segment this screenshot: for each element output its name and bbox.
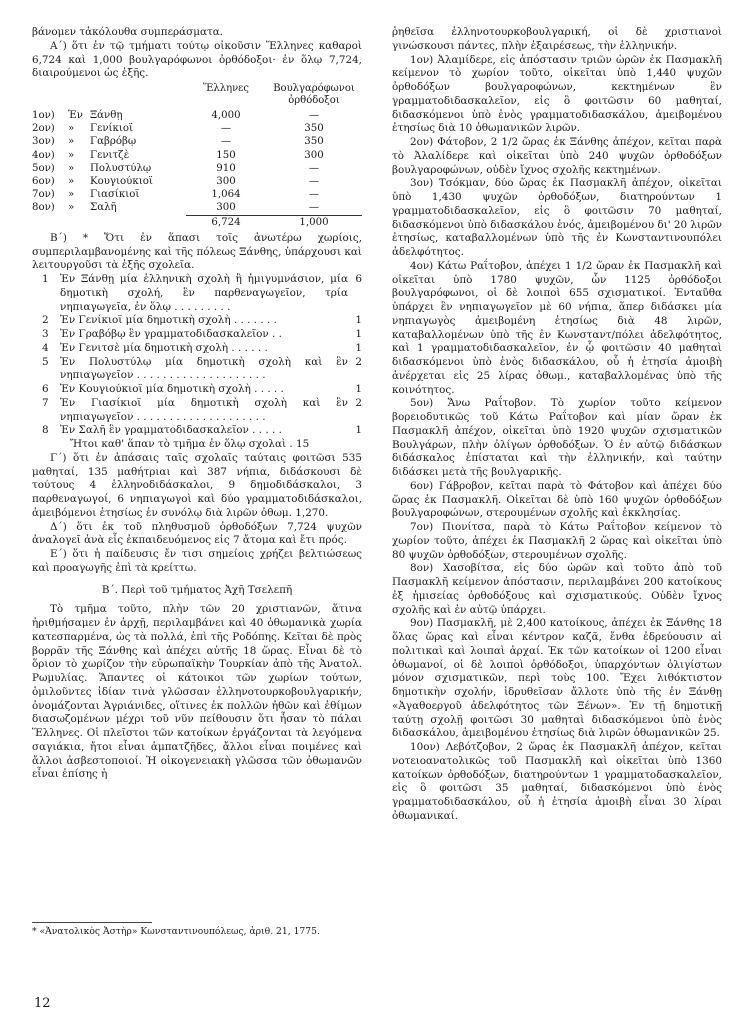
table-row: 3ον) » Γαβρόβῳ — 350 xyxy=(32,136,324,148)
village-4: 4ον) Κάτω Ραΐτοβον, ἀπέχει 1 1/2 ὥραν ἐκ Πασμακλῆ καὶ οἰκεῖται ὑπὸ 1780 ψυχῶν, ὧν 1125 ὀρθόδοξοι βουλγαρόφωνοι, οἱ δὲ λοιποὶ 655 σχισματικοί. Ἐνταῦθα ὑπάρχει ἓν νηπιαγωγεῖον μὲ 60 νήπια, ἅπερ διδάσκει μία νηπιαγωγὸς ἀμειβομένη ἐτησίως διὰ 48 λιρῶν, καταβαλλομένων ὑπὸ τῆς ἐν Κωνσταντ/πόλει ἀδελφότητος, καὶ 1 γραμματοδιδασκαλεῖον, ἐν ᾧ φοιτῶσιν 40 μαθηταὶ διδασκόμενοι ὑπὸ ἑνὸς διδασκάλου, οὗ ἡ ἐτησία ἀμοιβὴ ἀνέρχεται εἰς 25 λίρας ὀθωμ., καταβαλλομένας ὑπὸ τῆς κοινότητος. xyxy=(392,259,722,396)
footnote-rule xyxy=(32,922,152,923)
section-heading: Β΄. Περὶ τοῦ τμήματος Ἀχῆ Τσελεπῆ xyxy=(101,583,293,596)
page-number: 12 xyxy=(34,996,51,1011)
list-item: 6 Ἐν Κουγιούκιοϊ μία δημοτικὴ σχολὴ . . . . . 1 xyxy=(42,383,362,396)
list-item: 2 Ἐν Γενίκιοϊ μία δημοτικὴ σχολὴ . . . . . . . 1 xyxy=(42,314,362,327)
header-greeks: Ἕλληνες xyxy=(203,83,249,94)
right-column xyxy=(392,26,722,824)
list-item: 1 Ἐν Ξάνθῃ μία ἑλληνικὴ σχολὴ ἢ ἡμιγυμνάσιον, μία δημοτικὴ σχολή, ἓν παρθεναγωγεῖον, τρία νηπιαγωγεῖα, ἐν ὅλῳ . . . . . . . . . 6 xyxy=(42,273,362,313)
village-6: 6ον) Γάβροβον, κεῖται παρὰ τὸ Φάτοβον καὶ ἀπέχει δύο ὥρας ἐκ Πασμακλῆ. Οἰκεῖται δὲ ὑπὸ 160 ψυχῶν ὀρθοδόξων βουλγαροφώνων, στερουμένων σχολῆς καὶ ἐκκλησίας. xyxy=(392,479,722,520)
table-row: 2ον) » Γενίκιοϊ — 350 xyxy=(32,123,324,135)
table-row: 5ον) » Πολυστύλῳ 910 — xyxy=(32,162,320,174)
population-table xyxy=(32,83,362,229)
paragraph-G: Γ΄) ὅτι ἐν ἁπάσαις ταῖς σχολαῖς ταύταις φοιτῶσι 535 μαθηταί, 135 μαθήτριαι καὶ 387 νήπια, διδάσκουσι δὲ τούτους 4 ἑλληνοδιδάσκαλοι, 9 δημοδιδάσκαλοι, 3 παρθεναγωγοί, 6 νηπιαγωγοὶ καὶ δύο γραμματοδιδάσκαλοι, ἀμειβόμενοι ἐτησίως ἐν συνόλῳ διὰ λιρῶν ὀθωμ. 1,270. xyxy=(32,451,362,519)
schools-list xyxy=(32,273,362,452)
village-7: 7ον) Πιονίτσα, παρὰ τὸ Κάτω Ραΐτοβον κείμενον τὸ χωρίον τοῦτο, ἀπέχει ἐκ Πασμακλῆ 2 ὥρας καὶ οἰκεῖται ὑπὸ 80 ψυχῶν ὀρθοδόξων, στερουμένων σχολῆς. xyxy=(392,521,722,561)
list-item: 4 Ἐν Γενιτσὲ μία δημοτικὴ σχολὴ . . . . . . 1 xyxy=(42,341,362,354)
table-row: 4ον) » Γενιτζὲ 150 300 xyxy=(32,149,324,161)
village-8: 8ον) Χασοβίτσα, εἰς δύο ὡρῶν καὶ τοῦτο ἀπὸ τοῦ Πασμακλῆ κείμενον ἀπόστασιν, περιλαμβάνει 200 κατοίκους ἐξ ἡμισείας ὀρθοδόξους καὶ σχισματικούς. Οὐδὲν ἴχνος σχολῆς καὶ ἐν αὐτῷ ὑπάρχει. xyxy=(392,562,722,616)
village-9: 9ον) Πασμακλῆ, μὲ 2,400 κατοίκους, ἀπέχει ἐκ Ξάνθης 18 ὅλας ὥρας καὶ εἶναι κέντρον καζᾶ, ἔνθα ἐδρεύουσιν αἱ πολιτικαὶ καὶ λοιπαὶ ἀρχαί. Ἐκ τῶν κατοίκων οἱ 1200 εἶναι ὀθωμανοί, οἱ δὲ λοιποὶ ὀρθόδοξοι, ὑπαρχόντων ὀλιγίστων μόνον σχισματικῶν, περὶ τοὺς 100. Ἔχει λιθόκτιστον δημοτικὴν σχολήν, ἱδρυθεῖσαν ἄλλοτε ὑπὸ τῆς ἐν Ξάνθῃ «Ἀγαθοεργοῦ ἀδελφότητος τῶν Ξένων». Ἐν τῇ δημοτικῇ ταύτῃ σχολῇ φοιτῶσι 30 μαθηταὶ διδασκόμενοι ὑπὸ ἑνὸς διδασκάλου, ἀμειβομένου ἐτησίως διὰ λιρῶν ὀθωμανικῶν 25. xyxy=(392,617,722,740)
table-row: 1ον) Ἐν Ξάνθῃ 4,000 — xyxy=(32,110,320,121)
paragraph-r1: ῥηθεῖσα ἑλληνοτουρκοβουλγαρική, οἱ δὲ χριστιανοὶ γινώσκουσι πάντες, πλὴν ἐξαιρέσεως, τὴν ἑλληνικήν. xyxy=(392,26,722,52)
schools-total: Ἤτοι καθ' ἅπαν τὸ τμῆμα ἐν ὅλῳ σχολαὶ . 15 xyxy=(70,438,310,451)
village-5: 5ον) Ἄνω Ραΐτοβον. Τὸ χωρίον τοῦτο κείμενον βορειοδυτικῶς τοῦ Κάτω Ραΐτοβον καὶ μίαν ὥραν ἐκ Πασμακλῆ ἀπέχον, οἰκεῖται ὑπὸ 1920 ψυχῶν σχισματικῶν Βουλγάρων, πλὴν ὀλίγων ὀρθοδόξων. Ὁ ἐν αὐτῷ διδάσκων διδάσκαλος ἐπίσταται καὶ τὴν ἑλληνικήν, καὶ ταύτην διδάσκει μετὰ τῆς βουλγαρικῆς. xyxy=(392,397,722,478)
intro-line: βάνομεν τἀκόλουθα συμπεράσματα. xyxy=(32,26,224,38)
table-total-row: 6,724 1,000 xyxy=(32,215,362,229)
list-item: 8 Ἐν Σαλῆ ἓν γραμματοδιδασκαλεῖον . . . . . 1 xyxy=(42,424,362,437)
paragraph-E: Ε΄) ὅτι ἡ παίδευσις ἔν τισι σημείοις χρήζει βελτιώσεως καὶ προαγωγῆς ἐπὶ τὰ κρείττω. xyxy=(32,548,362,574)
village-3: 3ον) Τσόκμαν, δύο ὥρας ἐκ Πασμακλῆ ἀπέχον, οἰκεῖται ὑπὸ 1,430 ψυχῶν ὀρθοδόξων, διατηρούντων 1 γραμματοδιδασκαλεῖον, εἰς ὃ φοιτῶσιν 70 μαθηταί, διδασκόμενοι ὑπὸ διδασκάλου ἑνός, ἀμειβομένου δι' 20 λιρῶν ἐτησίως, καταβαλλομένων ὑπὸ τῆς ἐν Κωνσταντινουπόλει ἀδελφότητος. xyxy=(392,177,722,258)
section-paragraph: Τὸ τμῆμα τοῦτο, πλὴν τῶν 20 χριστιανῶν, ἅτινα ἠριθμήσαμεν ἐν ἀρχῇ, περιλαμβάνει καὶ 40 ὀθωμανικὰ χωρία κατεσπαρμένα, ὡς τὰ πολλά, ἐπὶ τῆς Ροδόπης. Κεῖται δὲ πρὸς βορρᾶν τῆς Ξάνθης καὶ ἀπέχει αὐτῆς 18 ὥρας. Εἶναι δὲ τὸ ὅριον τὸ χωρίζον τὴν εὐρωπαϊκὴν Τουρκίαν ἀπὸ τῆς Ἀνατολ. Ρωμυλίας. Ἅπαντες οἱ κάτοικοι τῶν χωρίων τούτων, ὁμιλοῦντες ἰδίαν τινὰ γλῶσσαν ἑλληνοτουρκοβουλγαρικήν, ὀνομάζονται Ἀγριάνιδες, οἵτινες ἐκ πολλῶν ἠθῶν καὶ ἐθίμων διασωζομένων μέχρι τοῦ νῦν πείθουσιν ὅτι ἦσαν τὸ πάλαι Ἕλληνες. Οἱ πλεῖστοι τῶν κατοίκων ἐργάζονται τὰ λεγόμενα σαγιάκια, ἤτοι εἶναι ἀμπατζῆδες, ἄλλοι εἶναι ποιμένες καὶ ἄλλοι ἀσβεστοποιοί. Ἡ οἰκογενειακὴ γλῶσσα τῶν ὀθωμανῶν εἶναι ἐπίσης ἡ xyxy=(32,603,362,781)
paragraph-D: Δ΄) ὅτι ἐκ τοῦ πληθυσμοῦ ὀρθοδόξων 7,724 ψυχῶν ἀναλογεῖ ἀνὰ εἷς ἐκπαιδευόμενος εἰς 7 ἄτομα καὶ ἔτι πρός. xyxy=(32,520,362,547)
table-row: 8ον) » Σαλῆ 300 — xyxy=(32,202,320,214)
paragraph-B: Β΄) * Ὅτι ἐν ἅπασι τοῖς ἀνωτέρω χωρίοις, συμπεριλαμβανομένης καὶ τῆς πόλεως Ξάνθης, ὑπάρχουσι καὶ λειτουργοῦσι τὰ ἑξῆς σχολεῖα. xyxy=(32,231,362,272)
list-item: 7 Ἐν Γιασίκιοϊ μία δημοτικὴ σχολὴ καὶ ἓν νηπιαγωγεῖον . . . . . . . . . . . . . . . . . . . . 2 xyxy=(42,396,362,423)
table-row: 7ον) » Γιασίκιοϊ 1,064 — xyxy=(32,189,320,201)
left-column xyxy=(32,26,362,782)
paragraph-A: Α΄) ὅτι ἐν τῷ τμήματι τούτῳ οἰκοῦσιν Ἕλληνες καθαροὶ 6,724 καὶ 1,000 βουλγαρόφωνοι ὀρθόδοξοι· ἐν ὅλῳ 7,724, διαιρούμενοι ὡς ἑξῆς. xyxy=(32,39,362,80)
list-item: 5 Ἐν Πολυστύλῳ μία δημοτικὴ σχολὴ καὶ ἓν νηπιαγωγεῖον . . . . . . . . . . . . . . . . . . . . 2 xyxy=(42,355,362,382)
header-bulgarophones: Βουλγαρόφωνοι ὀρθόδοξοι xyxy=(273,83,355,106)
village-10: 10ον) Λεβότζοβον, 2 ὥρας ἐκ Πασμακλῆ ἀπέχον, κεῖται νοτειοανατολικῶς τοῦ Πασμακλῆ καὶ οἰκεῖται ὑπὸ 1360 κατοίκων ὀρθοδόξων, διατηρούντων 1 γραμματοδασκαλεῖον, εἰς ὃ φοιτῶσι 35 μαθηταί, διδασκόμενοι ὑπὸ ἑνὸς γραμματοδιδασκάλου, οὗ ἡ ἐτησία ἀμοιβὴ εἶναι 30 λίραι ὀθωμανικαί. xyxy=(392,741,722,822)
table-row: 6ον) » Κουγιούκιοϊ 300 — xyxy=(32,176,320,188)
footnote: * «Ἀνατολικὸς Ἀστὴρ» Κωνσταντινουπόλεως, ἀριθ. 21, 1775. xyxy=(32,926,320,937)
village-1: 1ον) Ἀλαμίδερε, εἰς ἀπόστασιν τριῶν ὡρῶν ἐκ Πασμακλῆ κείμενον τὸ χωρίον τοῦτο, οἰκεῖται ὑπὸ 1,440 ψυχῶν ὀρθοδόξων βουλγαροφώνων, κεκτημένων ἓν γραμματοδιδασκαλεῖον, εἰς ὃ φοιτῶσιν 60 μαθηταί, διδασκόμενοι ὑπὸ ἑνὸς γραμματοδιδασκάλου, ἀμειβομένου ἐτησίως διὰ 10 ὀθωμανικῶν λιρῶν. xyxy=(392,53,722,135)
list-item: 3 Ἐν Γραβόβῳ ἓν γραμματοδιδασκαλεῖον . . 1 xyxy=(42,328,362,341)
village-2: 2ον) Φάτοβον, 2 1/2 ὥρας ἐκ Ξάνθης ἀπέχον, κεῖται παρὰ τὸ Ἀλαλίδερε καὶ οἰκεῖται ὑπὸ 240 ψυχῶν ὀρθοδόξων βουλγαροφώνων, οὐδὲν ἴχνος σχολῆς κεκτημένων. xyxy=(392,136,722,176)
